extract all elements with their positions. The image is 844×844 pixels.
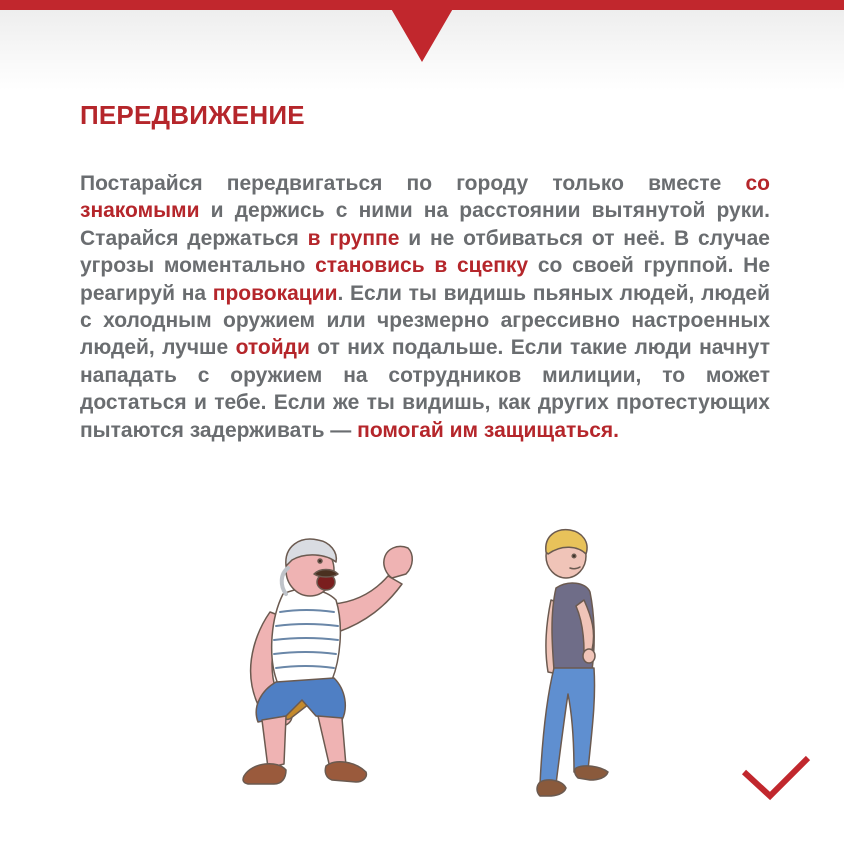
body-text: Постарайся передвигаться по городу только вместе [80,172,746,195]
young-man-figure [537,530,608,796]
checkmark-icon [736,750,816,810]
body-text: со своей группой. Не реагируй на [80,254,770,305]
highlight-in-group: в группе [307,226,400,250]
down-triangle-icon [0,0,844,64]
body-text: и не отбиваться от неё. В случае угрозы моментально [80,226,770,278]
body-paragraph [80,170,770,444]
highlight-step-away: отойди [235,336,310,360]
page-title: ПЕРЕДВИЖЕНИЕ [80,100,305,130]
highlight-help-defend: помогай им защищаться. [357,418,620,442]
highlight-link-up: становись в сцепку [315,254,529,278]
body-text: и держись с ними на расстоянии вытянутой руки. Старайся держаться [80,199,770,250]
body-text: от них подальше. Если такие люди начнут нападать с оружием на сотрудников милиции, то может достаться и тебе. Если же ты видишь, как других протестующих пытаются задерживать — [80,336,771,442]
body-text: . Если ты видишь пьяных людей, людей с холодным оружием или чрезмерно агрессивно настроенных людей, лучше [80,281,771,360]
highlight-provocations: провокации [212,281,338,305]
aggressive-man-figure [243,539,412,784]
illustration [0,520,844,820]
highlight-with-acquaintances: со знакомыми [80,172,770,223]
